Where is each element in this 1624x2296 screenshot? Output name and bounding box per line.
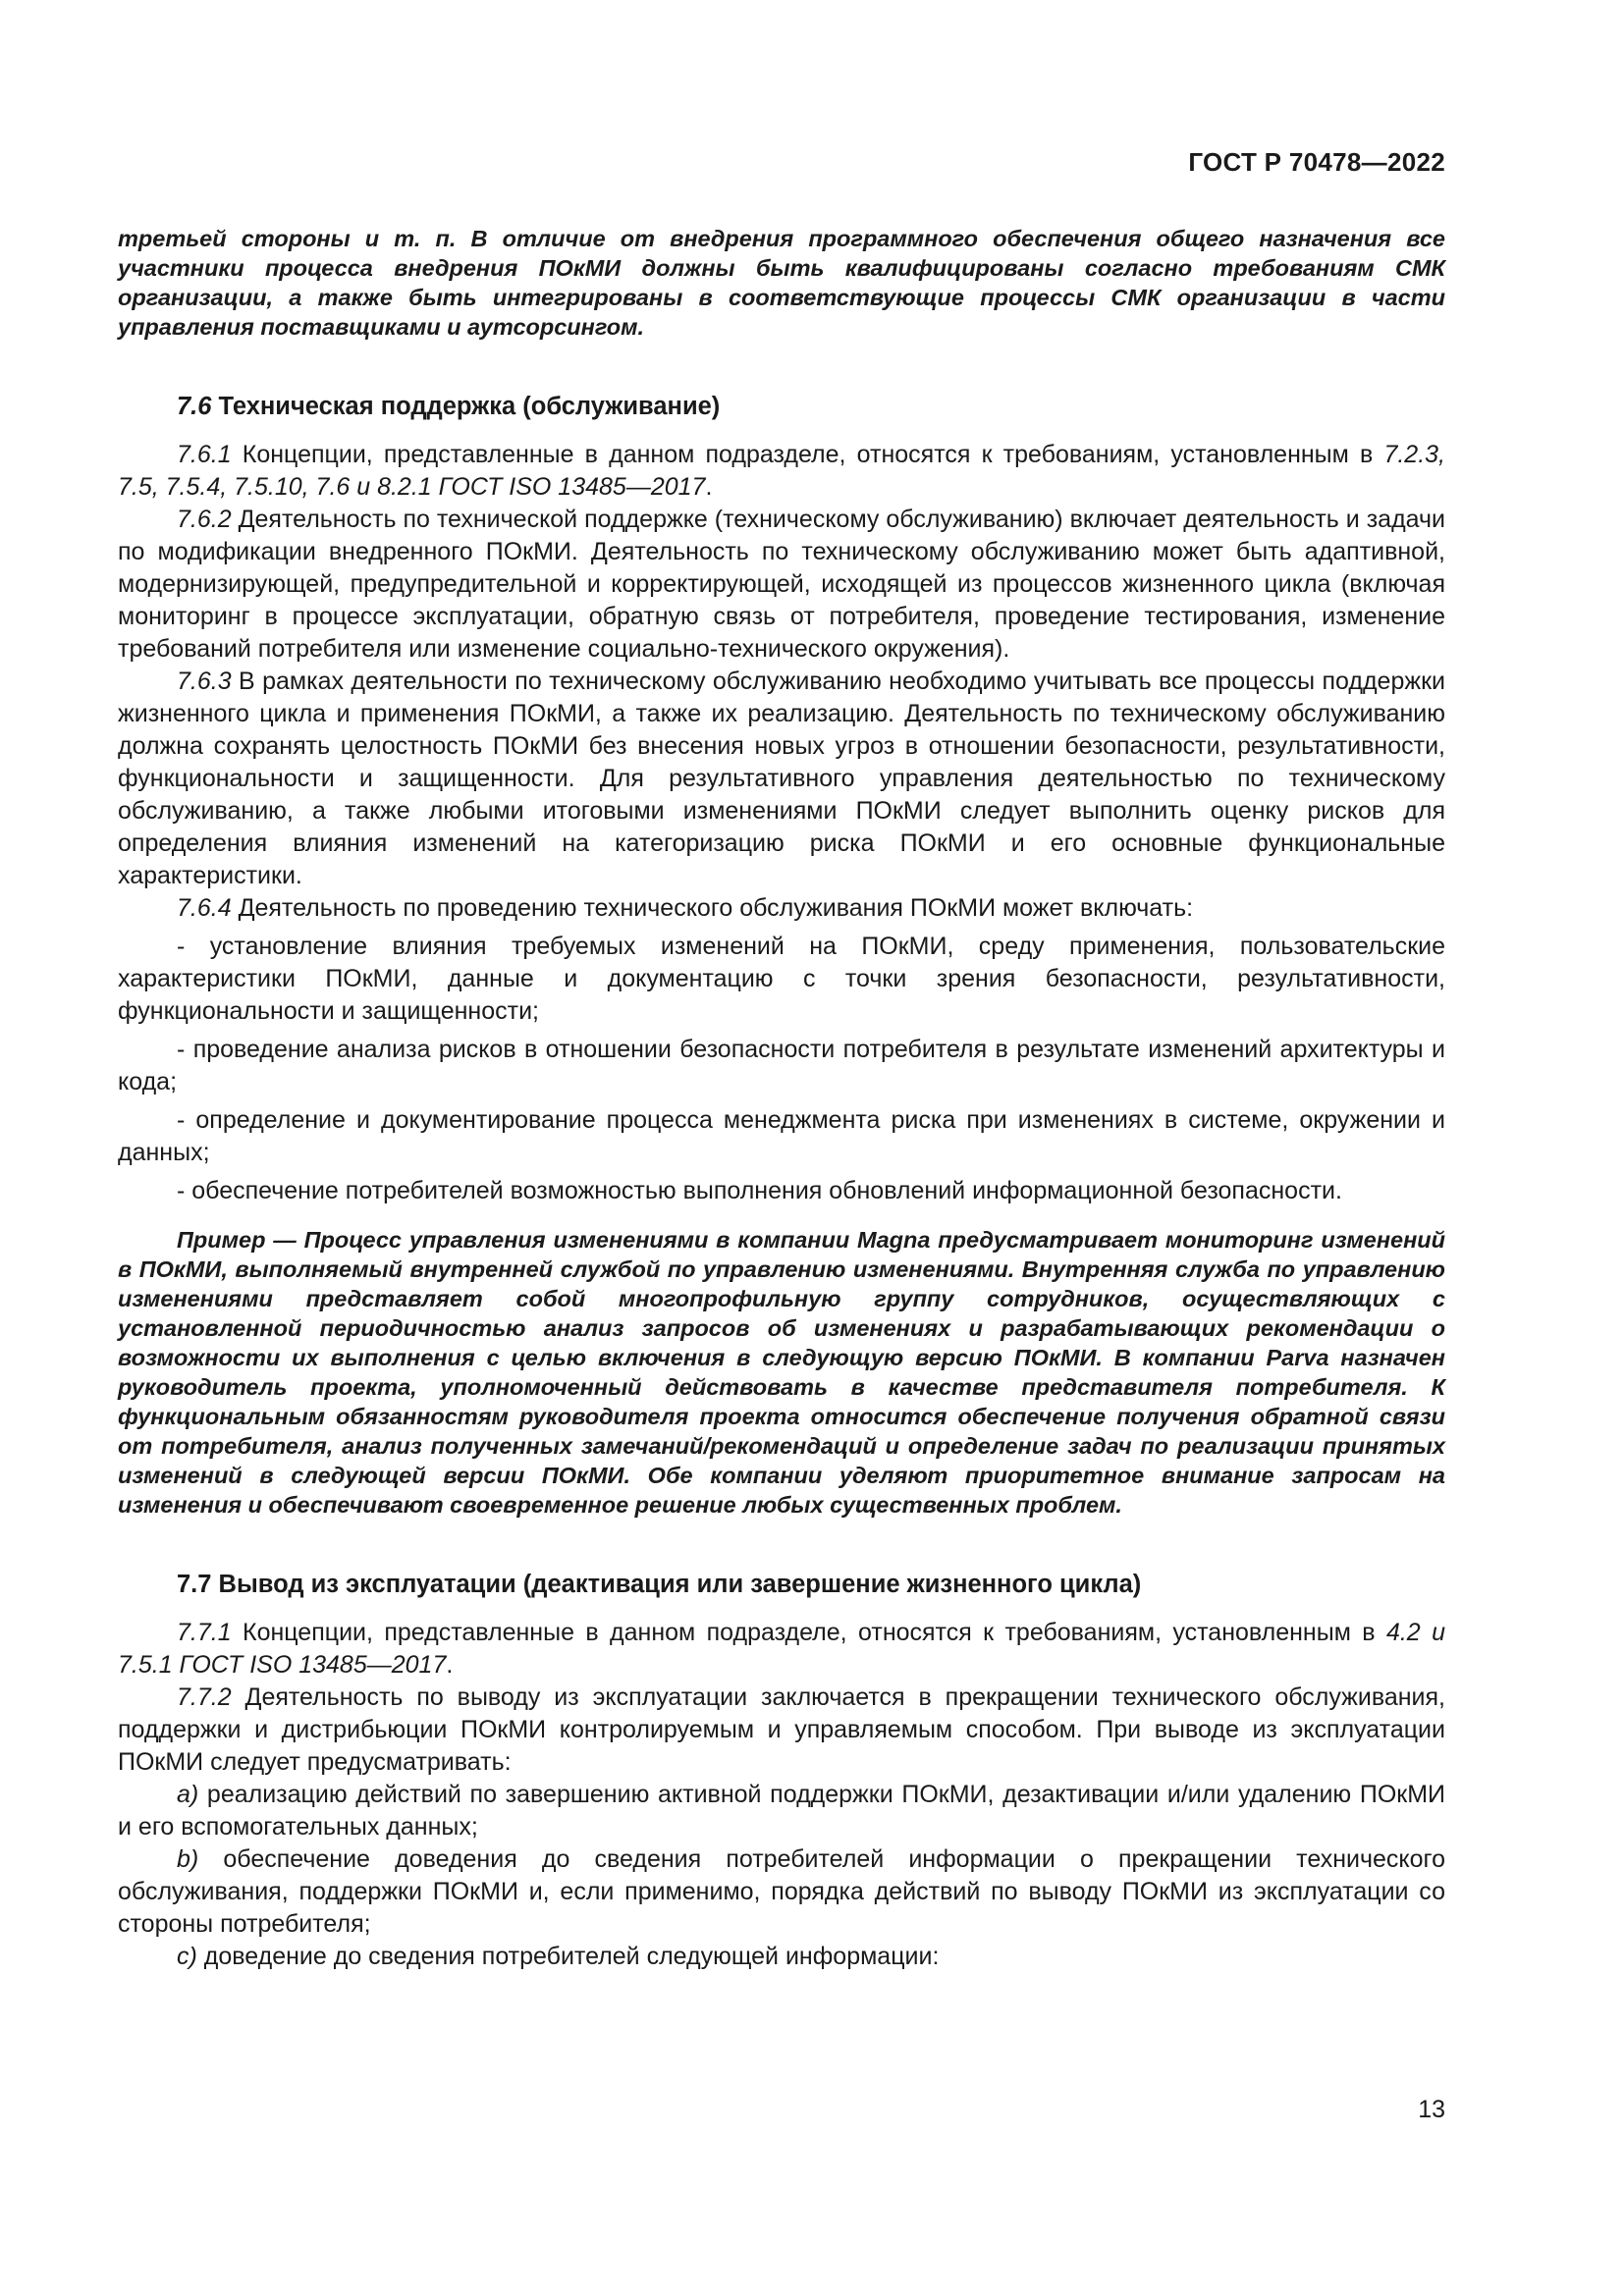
list-item-b	[118, 1843, 1445, 1941]
list-item-a	[118, 1779, 1445, 1843]
document-id-header: ГОСТ Р 70478—2022	[1188, 147, 1445, 177]
paragraph-7-6-1	[118, 439, 1445, 504]
intro-paragraph: третьей стороны и т. п. В отличие от внедрения программного обеспечения общего назначения все участники процесса внедрения ПОкМИ должны быть квалифицированы согласно требованиям СМК организации, а также быть интегрированы в соответствующие процессы СМК организации в части управления поставщиками и аутсорсингом.	[118, 226, 1445, 340]
document-page	[118, 0, 1445, 2296]
clause-end: .	[446, 1651, 454, 1679]
clause-number: 7.7.1	[177, 1619, 232, 1646]
page-content	[118, 224, 1445, 1973]
item-text: реализацию действий по завершению активной поддержки ПОкМИ, дезактивации и/или удалению ПОкМИ и его вспомогательных данных;	[118, 1781, 1445, 1841]
clause-number: 7.7.2	[177, 1683, 232, 1711]
section-number: 7.6	[177, 393, 212, 420]
item-label: a)	[177, 1781, 199, 1808]
clause-text: Концепции, представленные в данном подразделе, относятся к требованиям, установленным в	[242, 441, 1384, 468]
list-item: - установление влияния требуемых изменений на ПОкМИ, среду применения, пользовательские характеристики ПОкМИ, данные и документацию с точки зрения безопасности, результативности, функциональности и защищенности;	[118, 933, 1445, 1025]
item-text: обеспечение доведения до сведения потребителей информации о прекращении технического обслуживания, поддержки ПОкМИ и, если применимо, порядка действий по выводу ПОкМИ из эксплуатации со стороны потребителя;	[118, 1845, 1446, 1938]
clause-end: .	[705, 473, 713, 501]
clause-text: Деятельность по технической поддержке (техническому обслуживанию) включает деятельность и задачи по модификации внедренного ПОкМИ. Деятельность по техническому обслуживанию может быть адаптивной, модернизирующей, предупредительной и корректирующей, исходящей из процессов жизненного цикла (включая мониторинг в процессе эксплуатации, обратную связь от потребителя, проведение тестирования, изменение требований потребителя или изменение социально-технического окружения).	[118, 506, 1446, 663]
clause-text: Концепции, представленные в данном подразделе, относятся к требованиям, установленным в	[243, 1619, 1386, 1646]
item-label: b)	[177, 1845, 199, 1873]
clause-text: Деятельность по проведению технического обслуживания ПОкМИ может включать:	[238, 894, 1194, 922]
clause-number: 7.6.3	[177, 667, 232, 695]
section-heading-7-6	[118, 393, 1445, 421]
clause-reference: 4.2 и 7.5.1 ГОСТ ISO 13485—2017	[118, 1619, 1445, 1679]
section-title: Техническая поддержка (обслуживание)	[218, 393, 721, 420]
section-title: Вывод из эксплуатации (деактивация или завершение жизненного цикла)	[218, 1571, 1142, 1598]
paragraph-7-6-3	[118, 666, 1445, 892]
clause-text: В рамках деятельности по техническому обслуживанию необходимо учитывать все процессы поддержки жизненного цикла и применения ПОкМИ, а также их реализацию. Деятельность по техническому обслуживанию должна сохранять целостность ПОкМИ без внесения новых угроз в отношении безопасности, результативности, функциональности и защищенности. Для результативного управления деятельностью по техническому обслуживанию, а также любыми итоговыми изменениями ПОкМИ следует выполнить оценку рисков для определения влияния изменений на категоризацию риска ПОкМИ и его основные функциональные характеристики.	[118, 667, 1445, 889]
clause-text: Деятельность по выводу из эксплуатации заключается в прекращении технического обслуживания, поддержки и дистрибьюции ПОкМИ контролируемым и управляемым способом. При выводе из эксплуатации ПОкМИ следует предусматривать:	[118, 1683, 1445, 1776]
list-item: - проведение анализа рисков в отношении безопасности потребителя в результате изменений архитектуры и кода;	[118, 1036, 1445, 1095]
paragraph-7-6-2	[118, 504, 1445, 666]
clause-number: 7.6.2	[177, 506, 232, 533]
clause-reference: 7.2.3, 7.5, 7.5.4, 7.5.10, 7.6 и 8.2.1 ГОСТ ISO 13485—2017	[118, 441, 1445, 501]
paragraph-7-7-1	[118, 1617, 1445, 1682]
clause-number: 7.6.4	[177, 894, 232, 922]
clause-number: 7.6.1	[177, 441, 232, 468]
section-number: 7.7	[177, 1571, 212, 1598]
list-item: - обеспечение потребителей возможностью выполнения обновлений информационной безопасности.	[177, 1177, 1342, 1204]
list-item: - определение и документирование процесса менеджмента риска при изменениях в системе, окружении и данных;	[118, 1106, 1445, 1166]
list-item-c	[118, 1941, 1445, 1973]
paragraph-7-7-2	[118, 1682, 1445, 1779]
item-label: c)	[177, 1943, 197, 1970]
item-text: доведение до сведения потребителей следующей информации:	[203, 1943, 940, 1970]
paragraph-7-6-4	[118, 892, 1445, 925]
example-paragraph: Пример — Процесс управления изменениями в компании Magna предусматривает мониторинг изменений в ПОкМИ, выполняемый внутренней службой по управлению изменениями. Внутренняя служба по управлению изменениями представляет собой многопрофильную группу сотрудников, осуществляющих с установленной периодичностью анализ запросов об изменениях и разрабатывающих рекомендации о возможности их выполнения с целью включения в следующую версию ПОкМИ. В компании Parva назначен руководитель проекта, уполномоченный действовать в качестве представителя потребителя. К функциональным обязанностям руководителя проекта относится обеспечение получения обратной связи от потребителя, анализ полученных замечаний/рекомендаций и определение задач по реализации принятых изменений в следующей версии ПОкМИ. Обе компании уделяют приоритетное внимание запросам на изменения и обеспечивают своевременное решение любых существенных проблем.	[118, 1227, 1445, 1518]
section-heading-7-7	[118, 1571, 1445, 1599]
page-number: 13	[1418, 2096, 1445, 2123]
